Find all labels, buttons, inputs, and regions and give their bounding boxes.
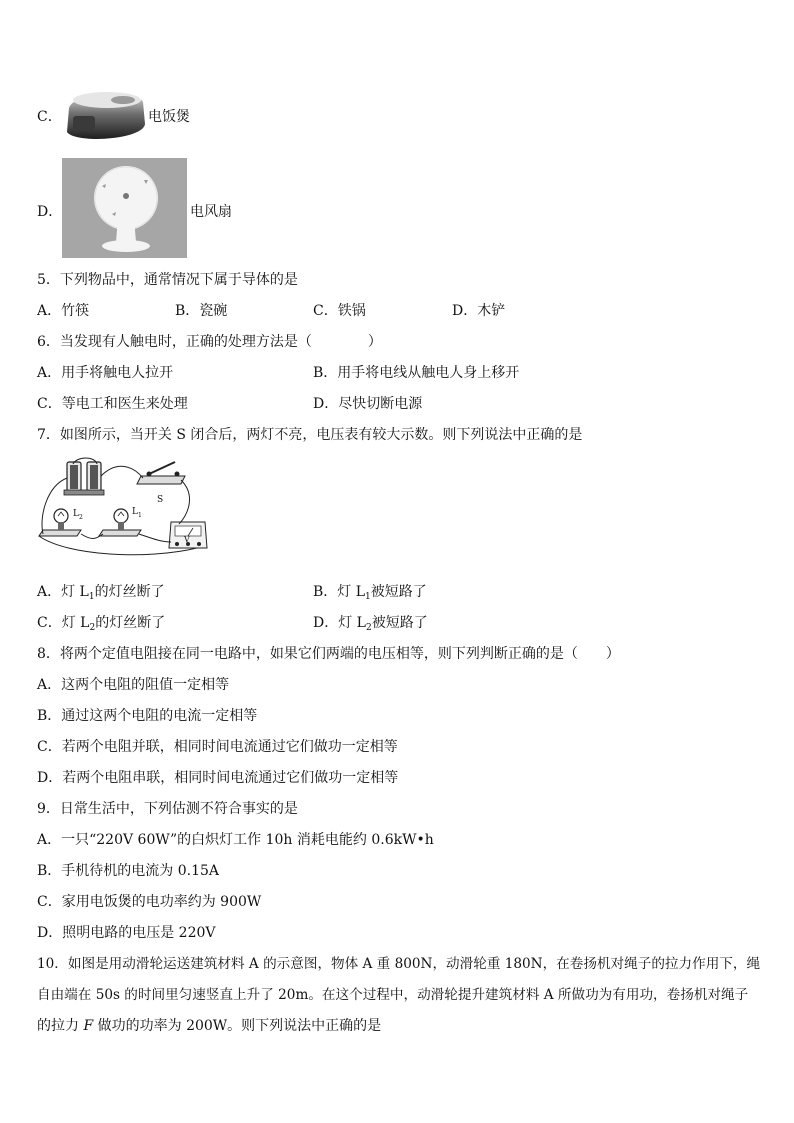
q9-option-d: D．照明电路的电压是 220V (37, 925, 216, 941)
svg-text:S: S (157, 495, 164, 505)
electric-fan-image (62, 158, 187, 258)
rice-cooker-image (63, 86, 147, 146)
q6-stem: 6．当发现有人触电时，正确的处理方法是（ ） (37, 334, 382, 350)
lamp-l1-icon (114, 509, 128, 530)
q6-option-b: B．用手将电线从触电人身上移开 (313, 365, 520, 381)
svg-text:L1: $L_1$ (132, 507, 142, 519)
q5-stem: 5．下列物品中，通常情况下属于导体的是 (37, 272, 298, 288)
option-d-letter: D． (37, 204, 63, 220)
circuit-diagram (37, 456, 209, 566)
switch-icon (137, 462, 185, 484)
q7-option-b: B．灯 $L_1$被短路了 (313, 584, 427, 602)
q10-line-2: 自由端在 50s 的时间里匀速竖直上升了 20m。在这个过程中，动滑轮提升建筑材料 A 所做功为有用功，卷扬机对绳子 (37, 987, 749, 1003)
option-c-label: 电饭煲 (148, 109, 190, 125)
q7-option-c: C．灯 $L_2$的灯丝断了 (37, 615, 166, 633)
q9-option-b: B．手机待机的电流为 0.15A (37, 863, 220, 879)
q5-option-c: C．铁锅 (313, 303, 366, 319)
q8-option-a: A．这两个电阻的阻值一定相等 (37, 677, 230, 693)
q7-option-a: A．灯 $L_1$的灯丝断了 (37, 584, 165, 602)
svg-text:L2: $L_2$ (73, 509, 83, 521)
q6-option-d: D．尽快切断电源 (313, 396, 423, 412)
q6-option-a: A．用手将触电人拉开 (37, 365, 174, 381)
battery-icon (64, 462, 104, 495)
q7-option-d: D．灯 $L_2$被短路了 (313, 615, 428, 633)
option-d-label: 电风扇 (190, 204, 232, 220)
q9-option-c: C．家用电饭煲的电功率约为 900W (37, 894, 262, 910)
q8-option-b: B．通过这两个电阻的电流一定相等 (37, 708, 258, 724)
q8-option-c: C．若两个电阻并联，相同时间电流通过它们做功一定相等 (37, 739, 398, 755)
lamp-l2-icon (54, 509, 68, 530)
q7-stem: 7．如图所示，当开关 S 闭合后，两灯不亮，电压表有较大示数。则下列说法中正确的是 (37, 427, 583, 443)
q8-stem: 8．将两个定值电阻接在同一电路中，如果它们两端的电压相等，则下列判断正确的是（ ） (37, 646, 620, 662)
q5-option-b: B．瓷碗 (175, 303, 228, 319)
q6-option-c: C．等电工和医生来处理 (37, 396, 188, 412)
q9-option-a: A．一只“220V 60W”的白炽灯工作 10h 消耗电能约 0.6kW•h (37, 832, 434, 848)
q9-stem: 9．日常生活中，下列估测不符合事实的是 (37, 801, 298, 817)
q10-line-3: 的拉力 F 做功的功率为 200W。则下列说法中正确的是 (37, 1018, 382, 1034)
q8-option-d: D．若两个电阻串联，相同时间电流通过它们做功一定相等 (37, 770, 399, 786)
q5-option-a: A．竹筷 (37, 303, 90, 319)
q10-line-1: 10．如图是用动滑轮运送建筑材料 A 的示意图，物体 A 重 800N，动滑轮重 180N，在卷扬机对绳子的拉力作用下，绳 (37, 956, 761, 972)
option-c-letter: C． (37, 109, 62, 125)
q5-option-d: D．木铲 (452, 303, 506, 319)
svg-text:V: V (184, 535, 190, 544)
